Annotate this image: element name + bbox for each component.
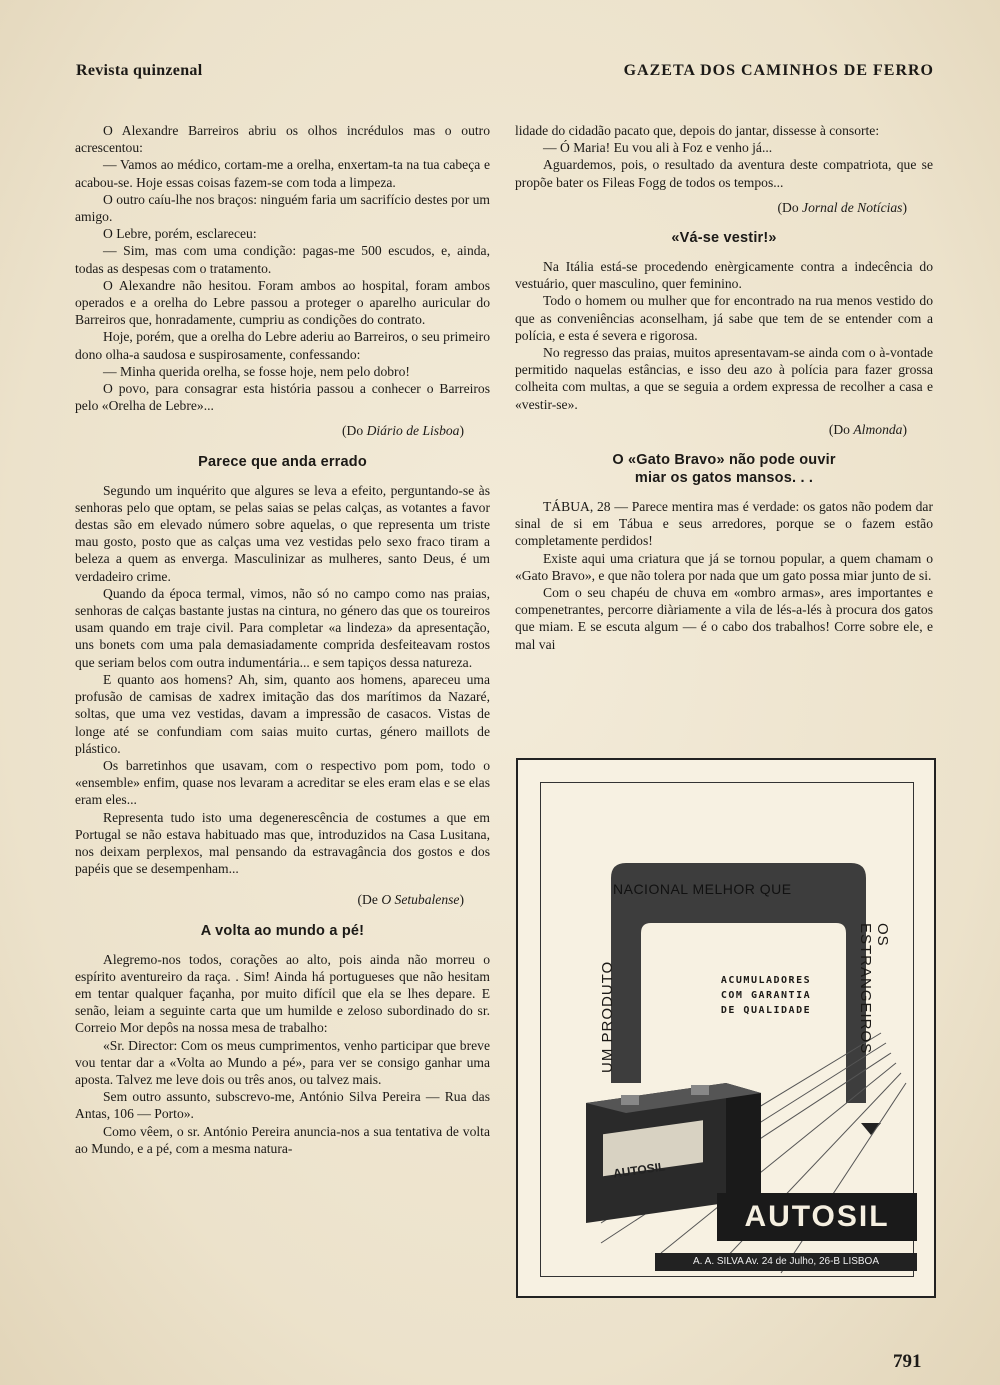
paragraph: — Vamos ao médico, cortam-me a orelha, enxertam-ta na tua cabeça e acabou-se. Hoje essas coisas fazem-se com toda a limpeza. bbox=[75, 157, 490, 190]
paragraph: Com o seu chapéu de chuva em «ombro armas», ares importantes e compenetrantes, percorre diàriamente a vila de lés-a-lés à procura dos gatos que miam. E se escuta algum — é o cabo dos trabalhos! Corre sobre ele, e mal vai bbox=[515, 585, 933, 652]
source-credit: (De O Setubalense) bbox=[357, 892, 464, 908]
article-heading: «Vá-se vestir!» bbox=[671, 230, 777, 247]
autosil-advertisement bbox=[516, 758, 936, 1298]
ad-slogan-right: OS ESTRANGEIROS bbox=[857, 923, 891, 1055]
article-heading: A volta ao mundo a pé! bbox=[200, 922, 365, 939]
article-heading: Parece que anda errado bbox=[198, 453, 367, 470]
paragraph: Todo o homem ou mulher que for encontrado na rua menos vestido do que as conveniências aconselham, já sabe que tem de se entender com a polícia, e esta é severa e rigorosa. bbox=[515, 293, 933, 343]
source-credit: (Do Diário de Lisboa) bbox=[342, 423, 464, 439]
right-column bbox=[515, 122, 933, 653]
paragraph: O outro caíu-lhe nos braços: ninguém faria um sacrifício destes por um amigo. bbox=[75, 191, 490, 225]
header-right: GAZETA DOS CAMINHOS DE FERRO bbox=[623, 62, 934, 79]
paragraph: Segundo um inquérito que algures se leva a efeito, perguntando-se às senhoras pelo que optam, se pelas saias se pelas calças, as votantes a favor destas são em elevado número sobre aquelas, o que representa um triste mau gosto, posto que as calças uma vez vestidas pelo sexo fraco tiram a beleza a quem as enverga. Masculinizar as mulheres, santo Deus, é um verdadeiro crime. bbox=[75, 482, 490, 584]
battery-label: AUTOSIL bbox=[612, 1159, 667, 1181]
paragraph: Alegremo-nos todos, corações ao alto, pois ainda não morreu o espírito aventureiro da raça. . Sim! Ainda há portugueses que não hesitam em tentar qualquer façanha, por muito difícil que ela se lhes depare. E senão, leiam a seguinte carta que um humilde e zeloso subordinado do sr. Correio Mor depôs na nossa mesa de trabalho: bbox=[75, 951, 490, 1036]
ad-line: ACUMULADORES bbox=[720, 975, 812, 986]
ad-line: COM GARANTIA bbox=[720, 990, 812, 1001]
article-heading: O «Gato Bravo» não pode ouvir bbox=[612, 452, 836, 469]
paragraph: Aguardemos, pois, o resultado da aventura deste compatriota, que se propõe bater os Fileas Fogg de todos os tempos... bbox=[515, 157, 933, 190]
ad-inner-frame bbox=[540, 782, 914, 1277]
paragraph: O Alexandre Barreiros abriu os olhos incrédulos mas o outro acrescentou: bbox=[75, 123, 490, 156]
ad-line: DE QUALIDADE bbox=[720, 1005, 812, 1016]
paragraph: Os barretinhos que usavam, com o respectivo pom pom, todo o «ensemble» enfim, quase nos levaram a acreditar se eles eram elas e se elas eram eles... bbox=[75, 757, 490, 808]
source-credit: (Do Jornal de Notícias) bbox=[777, 199, 907, 215]
paragraph: «Sr. Director: Com os meus cumprimentos, venho participar que breve vou tentar dar a «Volta ao Mundo a pé», para ver se consigo ganhar uma aposta. Talvez me leve dois ou três anos, ou talvez mais. bbox=[75, 1037, 490, 1087]
header-left: Revista quinzenal bbox=[76, 62, 203, 79]
ad-product-text bbox=[701, 973, 831, 1018]
paragraph: Hoje, porém, que a orelha do Lebre aderiu ao Barreiros, o seu primeiro dono olha-a saudosa e suspirosamente, confessando: bbox=[75, 329, 490, 362]
paragraph: — Ó Maria! Eu vou ali à Foz e venho já... bbox=[543, 140, 773, 156]
ad-slogan-top: NACIONAL MELHOR QUE bbox=[613, 881, 792, 897]
paragraph: O povo, para consagrar esta história passou a conhecer o Barreiros pelo «Orelha de Lebre»... bbox=[75, 381, 490, 414]
source-credit: (Do Almonda) bbox=[828, 421, 907, 437]
page-number: 791 bbox=[893, 1351, 922, 1372]
paragraph: Sem outro assunto, subscrevo-me, António Silva Pereira — Rua das Antas, 106 — Porto». bbox=[75, 1089, 490, 1122]
ad-address: A. A. SILVA Av. 24 de Julho, 26-B LISBOA bbox=[655, 1253, 917, 1271]
paragraph: O Lebre, porém, esclareceu: bbox=[103, 226, 257, 242]
left-column bbox=[75, 122, 490, 1157]
paragraph: Representa tudo isto uma degenerescência de costumes a que em Portugal se não estava habituado mas que, introduzidos na Casa Lusitana, nos deixam perplexos, mal pensando da estravagância dos gostos e dos papéis que se desempenham... bbox=[75, 809, 490, 877]
paragraph: Quando da época termal, vimos, não só no campo como nas praias, senhoras de calças bastante justas na cintura, no género das que os toureiros usam quando em traje civil. Para completar «a lindeza» da apresentação, uns bonets com uma pala demasiadamente comprida desfeiteavam rostos que seriam belos com outra indumentária... e sem tapiços dessa natureza. bbox=[75, 585, 490, 670]
ad-brand-name: AUTOSIL bbox=[717, 1193, 917, 1241]
paragraph: lidade do cidadão pacato que, depois do jantar, dissesse à consorte: bbox=[515, 123, 880, 138]
paragraph: Existe aqui uma criatura que já se tornou popular, a quem chamam o «Gato Bravo», e que não tolera por nada que um gato possa miar junto de si. bbox=[515, 550, 933, 583]
paragraph: — Minha querida orelha, se fosse hoje, nem pelo dobro! bbox=[103, 363, 410, 379]
paragraph: E quanto aos homens? Ah, sim, quanto aos homens, apareceu uma profusão de camisas de xadrex imitação das dos marítimos da Nazaré, soltas, que uma vez vestidas, davam a impressão de casacos. Vistas de longe até se confundiam com saias muito curtas, género maillots de plástico. bbox=[75, 671, 490, 756]
article-heading-line2: miar os gatos mansos. . . bbox=[634, 470, 814, 487]
paragraph: Como vêem, o sr. António Pereira anuncia-nos a sua tentativa de volta ao Mundo, e a pé, com a mesma natura- bbox=[75, 1123, 490, 1156]
paragraph: — Sim, mas com uma condição: pagas-me 500 escudos, e, ainda, todas as despesas com o tratamento. bbox=[75, 243, 490, 276]
paragraph: TÁBUA, 28 — Parece mentira mas é verdade: os gatos não podem dar sinal de si em Tábua e seus arredores, porque se o fazem estão completamente perdidos! bbox=[515, 499, 933, 549]
paragraph: O Alexandre não hesitou. Foram ambos ao hospital, foram ambos operados e a orelha do Lebre passou a proteger o aparelho auricular do Barreiros que, honradamente, cumpriu as condições do contrato. bbox=[75, 277, 490, 328]
paragraph: Na Itália está-se procedendo enèrgicamente contra a indecência do vestuário, quer masculino, quer feminino. bbox=[515, 259, 933, 292]
paragraph: No regresso das praias, muitos apresentavam-se ainda com o à-vontade permitido naquelas estâncias, e isso deu azo à polícia para fazer grossa colheita com multas, a que se seguia a ordem expressa de recolher a casa e «vestir-se». bbox=[515, 345, 933, 412]
ad-slogan-left: UM PRODUTO bbox=[599, 960, 616, 1073]
